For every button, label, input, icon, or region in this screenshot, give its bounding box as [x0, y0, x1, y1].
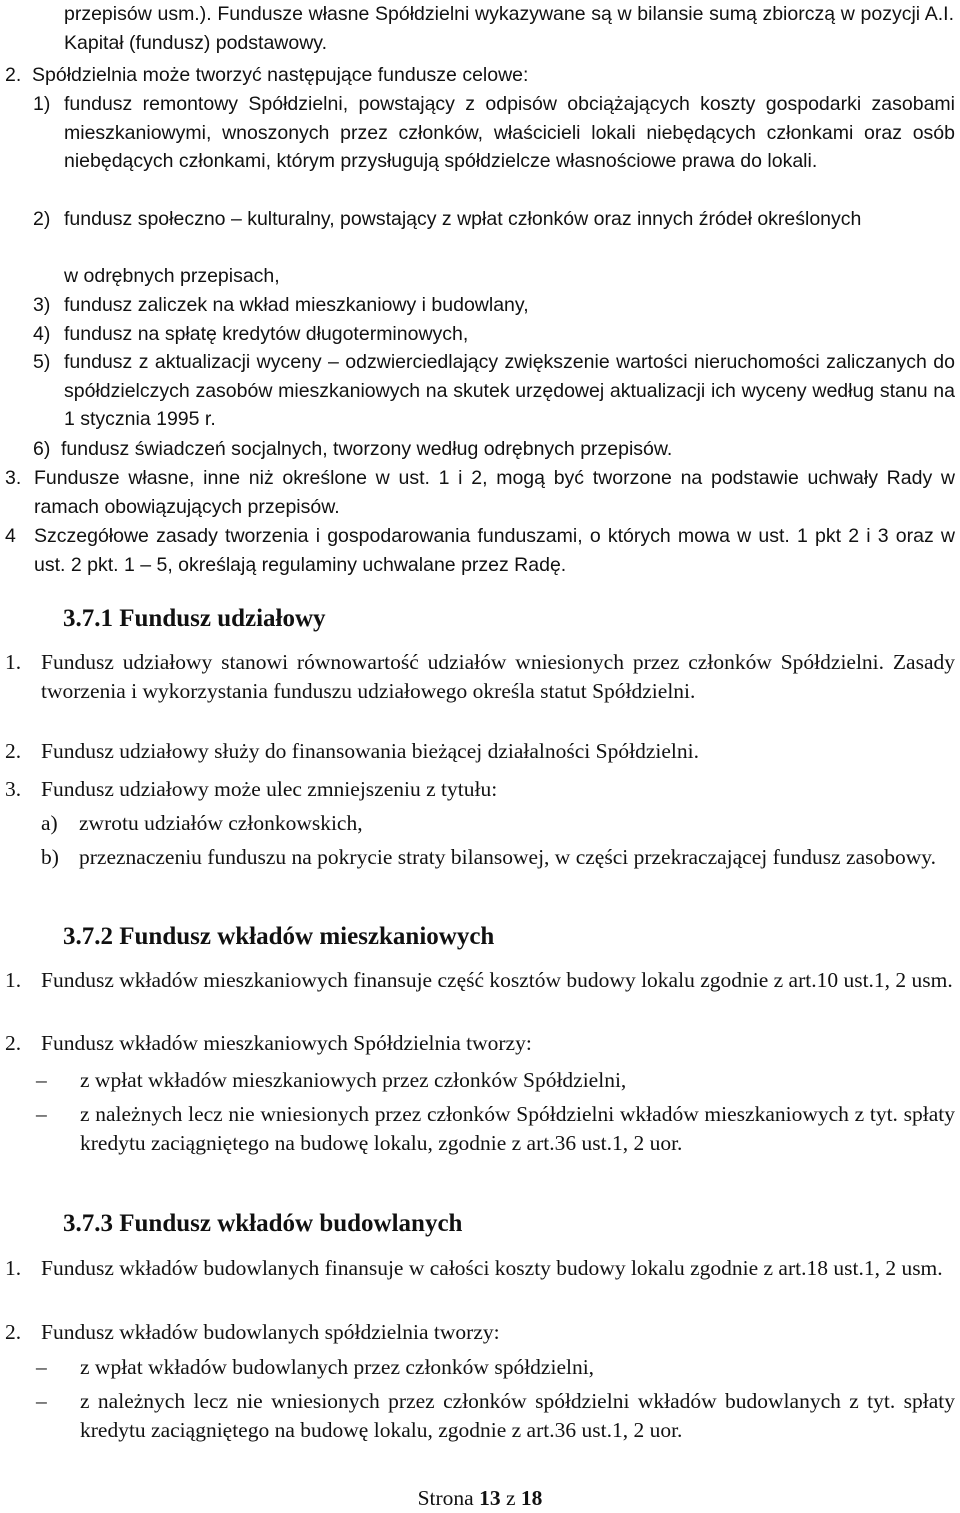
section-heading: 3.7.2 Fundusz wkładów mieszkaniowych — [63, 923, 495, 950]
numbered-paragraph — [5, 1318, 955, 1347]
item-text: przeznaczeniu funduszu na pokrycie straty bilansowej, w części przekraczającej fundusz zasobowy. — [79, 845, 937, 869]
paragraph-4 — [5, 522, 955, 579]
numbered-paragraph — [5, 775, 955, 804]
footer-separator: z — [505, 1486, 516, 1510]
paragraph-text: Fundusze własne, inne niż określone w ust. 1 i 2, mogą być tworzone na podstawie uchwały Rady w ramach obowiązujących przepisów. — [34, 467, 955, 518]
paragraph-text: Fundusz wkładów mieszkaniowych Spółdzielnia tworzy: — [41, 1031, 532, 1055]
item-letter: b) — [41, 845, 59, 869]
list-item — [33, 205, 955, 234]
dash-bullet: – — [36, 1068, 47, 1092]
item-number: 2) — [33, 208, 51, 230]
item-text: fundusz społeczno – kulturalny, powstający z wpłat członków oraz innych źródeł określonych — [64, 208, 862, 230]
item-text: z wpłat wkładów mieszkaniowych przez członków Spółdzielni, — [80, 1068, 627, 1092]
list-item — [33, 291, 955, 320]
footer-page-number: 13 — [479, 1486, 501, 1510]
paragraph-number: 3. — [5, 467, 22, 489]
paragraph-number: 1. — [5, 650, 22, 674]
paragraph-number: 1. — [5, 968, 22, 992]
paragraph-text: Fundusz wkładów budowlanych finansuje w całości koszty budowy lokalu zgodnie z art.18 ust.1, 2 usm. — [41, 1256, 943, 1280]
item-continuation: w odrębnych przepisach, — [64, 265, 280, 287]
paragraph-number: 2. — [5, 1031, 22, 1055]
paragraph-text: Fundusz wkładów mieszkaniowych finansuje część kosztów budowy lokalu zgodnie z art.10 ust.1, 2 usm. — [41, 968, 953, 992]
item-number: 6) — [33, 438, 51, 460]
paragraph-text: Fundusz udziałowy stanowi równowartość udziałów wniesionych przez członków Spółdzielni. Zasady tworzenia i wykorzystania funduszu udziałowego określa statut Spółdzielni. — [41, 650, 955, 703]
paragraph-number: 3. — [5, 777, 22, 801]
item-number: 4) — [33, 323, 51, 345]
item-text: fundusz z aktualizacji wyceny – odzwierciedlający zwiększenie wartości nieruchomości zaliczanych do spółdzielczych zasobów mieszkaniowych na skutek urzędowej aktualizacji ich wyceny według stanu na 1 stycznia 1995 r. — [64, 351, 955, 430]
item-text: z należnych lecz nie wniesionych przez członków spółdzielni wkładów budowlanych z tyt. spłaty kredytu zaciągniętego na budowę lokalu, zgodnie z art.36 ust.1, 2 uor. — [80, 1389, 955, 1442]
paragraph-number: 2. — [5, 1320, 22, 1344]
paragraph-text: Spółdzielnia może tworzyć następujące fundusze celowe: — [32, 64, 529, 86]
item-number: 5) — [33, 351, 51, 373]
list-item — [33, 435, 955, 464]
paragraph-text: Fundusz udziałowy może ulec zmniejszeniu z tytułu: — [41, 777, 498, 801]
paragraph-number: 4 — [5, 525, 16, 547]
dash-item — [36, 1066, 955, 1095]
paragraph-number: 2. — [5, 739, 22, 763]
paragraph-number: 2. — [5, 64, 22, 86]
item-text: fundusz remontowy Spółdzielni, powstający z odpisów obciążających koszty gospodarki zasobami mieszkaniowymi, wnoszonych przez członków, właścicieli lokali niebędących członkami oraz osób niebędących członkami, którym przysługują spółdzielcze własnościowe prawa do lokali. — [64, 93, 955, 172]
footer-prefix: Strona — [417, 1486, 474, 1510]
numbered-paragraph — [5, 1254, 955, 1283]
list-item — [33, 90, 955, 176]
item-text: z należnych lecz nie wniesionych przez członków Spółdzielni wkładów mieszkaniowych z tyt. spłaty kredytu zaciągniętego na budowę lokalu, zgodnie z art.36 ust.1, 2 uor. — [80, 1102, 955, 1155]
letter-item — [41, 809, 955, 838]
item-letter: a) — [41, 811, 58, 835]
section-heading: 3.7.1 Fundusz udziałowy — [63, 605, 326, 632]
section-heading: 3.7.3 Fundusz wkładów budowlanych — [63, 1210, 463, 1237]
item-number: 3) — [33, 294, 51, 316]
letter-item — [41, 843, 955, 872]
list-item — [33, 320, 955, 349]
footer-total-pages: 18 — [520, 1486, 543, 1510]
item-number: 1) — [33, 93, 51, 115]
dash-item — [36, 1100, 955, 1157]
numbered-paragraph — [5, 737, 955, 766]
item-text: fundusz na spłatę kredytów długoterminowych, — [64, 323, 469, 345]
dash-item — [36, 1353, 955, 1382]
item-text: fundusz świadczeń socjalnych, tworzony według odrębnych przepisów. — [61, 438, 673, 460]
page-footer — [0, 1484, 960, 1513]
numbered-paragraph — [5, 1029, 955, 1058]
continuation-paragraph: przepisów usm.). Fundusze własne Spółdzielni wykazywane są w bilansie sumą zbiorczą w pozycji A.I. Kapitał (fundusz) podstawowy. — [64, 3, 954, 54]
dash-bullet: – — [36, 1355, 47, 1379]
paragraph-number: 1. — [5, 1256, 22, 1280]
paragraph-text: Szczegółowe zasady tworzenia i gospodarowania funduszami, o których mowa w ust. 1 pkt 2 i 3 oraz w ust. 2 pkt. 1 – 5, określają regulaminy uchwalane przez Radę. — [34, 525, 955, 576]
paragraph-3 — [5, 464, 955, 521]
paragraph-2 — [5, 61, 955, 90]
numbered-paragraph — [5, 966, 955, 995]
paragraph-text: Fundusz wkładów budowlanych spółdzielnia tworzy: — [41, 1320, 500, 1344]
paragraph-text: Fundusz udziałowy służy do finansowania bieżącej działalności Spółdzielni. — [41, 739, 699, 763]
numbered-paragraph — [5, 648, 955, 705]
dash-bullet: – — [36, 1389, 47, 1413]
item-text: fundusz zaliczek na wkład mieszkaniowy i budowlany, — [64, 294, 529, 316]
list-item — [33, 348, 955, 434]
dash-bullet: – — [36, 1102, 47, 1126]
dash-item — [36, 1387, 955, 1444]
item-text: z wpłat wkładów budowlanych przez członków spółdzielni, — [80, 1355, 595, 1379]
item-text: zwrotu udziałów członkowskich, — [79, 811, 363, 835]
